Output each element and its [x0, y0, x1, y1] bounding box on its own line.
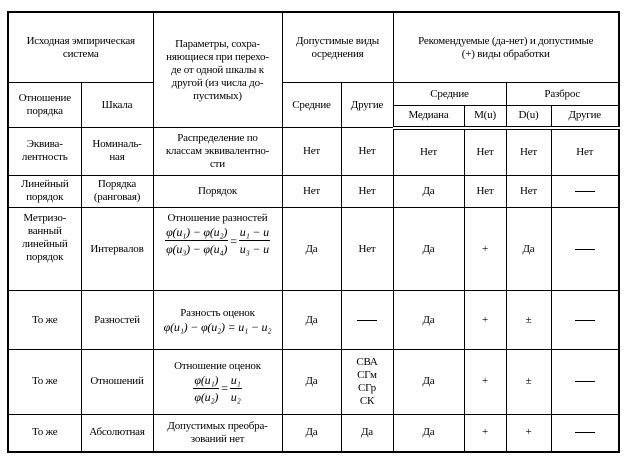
cell-median: Да	[393, 208, 464, 291]
cell-median: Нет	[393, 128, 464, 175]
table-row	[8, 208, 619, 291]
header-mu: M(u)	[464, 105, 506, 128]
parameters-label: Отношение оценок	[174, 359, 261, 372]
cell-avg-other: Нет	[341, 175, 393, 208]
parameters-label: Отношение разностей	[167, 212, 268, 225]
table-row	[8, 414, 619, 452]
header-processing: Рекомендуемые (да-нет) и допустимые (+) виды обработки	[393, 12, 619, 83]
cell-du: ±	[506, 349, 551, 414]
cell-scale: Абсолютная	[81, 414, 153, 452]
header-row-2	[8, 83, 619, 106]
cell-scale: Разностей	[81, 291, 153, 349]
scales-table	[7, 11, 620, 453]
cell-avg-other: Да	[341, 414, 393, 452]
dash-mark	[575, 432, 595, 433]
formula-lhs-den: φ(u₃) − φ(u₄)	[166, 242, 228, 257]
cell-mu: +	[464, 414, 506, 452]
table-row	[8, 349, 619, 414]
formula-lhs	[165, 225, 228, 256]
table-row	[8, 128, 619, 175]
ratio-formula	[156, 373, 280, 404]
header-averaging: Допустимые виды осреднения	[282, 12, 393, 83]
dash-mark	[575, 320, 595, 321]
cell-du: +	[506, 414, 551, 452]
cell-scale: Интервалов	[81, 208, 153, 291]
cell-parameters: Порядок	[153, 175, 282, 208]
header-median: Медиана	[393, 105, 464, 128]
formula-rhs-den: u₂	[230, 389, 241, 404]
cell-mu: +	[464, 291, 506, 349]
cell-parameters	[153, 349, 282, 414]
cell-relation: То же	[8, 414, 81, 452]
dash-mark	[575, 191, 595, 192]
dash-mark	[357, 320, 377, 321]
cell-spread-other	[551, 349, 619, 414]
cell-parameters	[153, 208, 282, 291]
cell-avg-other: Нет	[341, 208, 393, 291]
cell-mu: Нет	[464, 128, 506, 175]
cell-spread-other: Нет	[551, 128, 619, 175]
cell-median: Да	[393, 349, 464, 414]
header-proc-spread: Разброс	[506, 83, 619, 106]
cell-du: Нет	[506, 175, 551, 208]
header-avg-other: Другие	[341, 83, 393, 128]
cell-avg-means: Нет	[282, 175, 341, 208]
dash-mark	[575, 381, 595, 382]
cell-avg-means: Да	[282, 208, 341, 291]
header-row-1	[8, 12, 619, 83]
formula-lhs-num: φ(u₁)	[194, 372, 219, 387]
equals-sign: =	[230, 233, 237, 248]
equals-sign: =	[221, 381, 228, 396]
formula-lhs	[193, 373, 219, 404]
formula-rhs-den: u₃ − u	[239, 242, 269, 257]
cell-relation: То же	[8, 349, 81, 414]
formula-rhs-num: u₁	[230, 372, 241, 387]
cell-scale: Порядка (ранговая)	[81, 175, 153, 208]
interval-formula	[156, 225, 280, 256]
cell-relation: Эквива- лентность	[8, 128, 81, 175]
cell-spread-other	[551, 291, 619, 349]
cell-mu: +	[464, 349, 506, 414]
cell-avg-means: Нет	[282, 128, 341, 175]
cell-relation: Линейный порядок	[8, 175, 81, 208]
cell-avg-means: Да	[282, 414, 341, 452]
cell-parameters: Допустимых преобра- зований нет	[153, 414, 282, 452]
header-parameters: Параметры, сохра- няющиеся при перехо- де от одной шкалы к другой (из числа до- пустимых)	[153, 12, 282, 128]
cell-avg-means: Да	[282, 291, 341, 349]
formula-rhs	[239, 225, 270, 256]
cell-mu: +	[464, 208, 506, 291]
formula-rhs	[230, 373, 242, 404]
cell-du: ±	[506, 291, 551, 349]
dash-mark	[575, 249, 595, 250]
cell-parameters	[153, 291, 282, 349]
cell-mu: Нет	[464, 175, 506, 208]
cell-median: Да	[393, 175, 464, 208]
cell-avg-means: Да	[282, 349, 341, 414]
formula-lhs-den: φ(u₂)	[194, 389, 219, 404]
header-source-system: Исходная эмпирическая система	[8, 12, 153, 83]
cell-avg-other: СВА СГм СГр СК	[341, 349, 393, 414]
cell-scale: Отношений	[81, 349, 153, 414]
formula-rhs-num: u₁ − u	[239, 225, 269, 240]
cell-relation: Метризо- ванный линейный порядок	[8, 208, 81, 291]
parameters-label: Разность оценок	[180, 306, 255, 319]
cell-scale: Номиналь- ная	[81, 128, 153, 175]
header-order-relation: Отношение порядка	[8, 83, 81, 128]
cell-spread-other	[551, 208, 619, 291]
formula-lhs-num: φ(u₁) − φ(u₂)	[166, 225, 228, 240]
header-avg-means: Средние	[282, 83, 341, 128]
cell-spread-other	[551, 175, 619, 208]
header-spread-other: Другие	[551, 105, 619, 128]
header-du: D(u)	[506, 105, 551, 128]
cell-avg-other: Нет	[341, 128, 393, 175]
cell-relation: То же	[8, 291, 81, 349]
header-scale: Шкала	[81, 83, 153, 128]
cell-median: Да	[393, 291, 464, 349]
cell-spread-other	[551, 414, 619, 452]
header-proc-means: Средние	[393, 83, 506, 106]
cell-parameters: Распределение по классам эквивалентно- сти	[153, 128, 282, 175]
cell-median: Да	[393, 414, 464, 452]
cell-avg-other	[341, 291, 393, 349]
difference-formula: φ(u₁) − φ(u₂) = u₁ − u₂	[163, 319, 272, 334]
table-row	[8, 175, 619, 208]
cell-du: Нет	[506, 128, 551, 175]
cell-du: Да	[506, 208, 551, 291]
table-row	[8, 291, 619, 349]
